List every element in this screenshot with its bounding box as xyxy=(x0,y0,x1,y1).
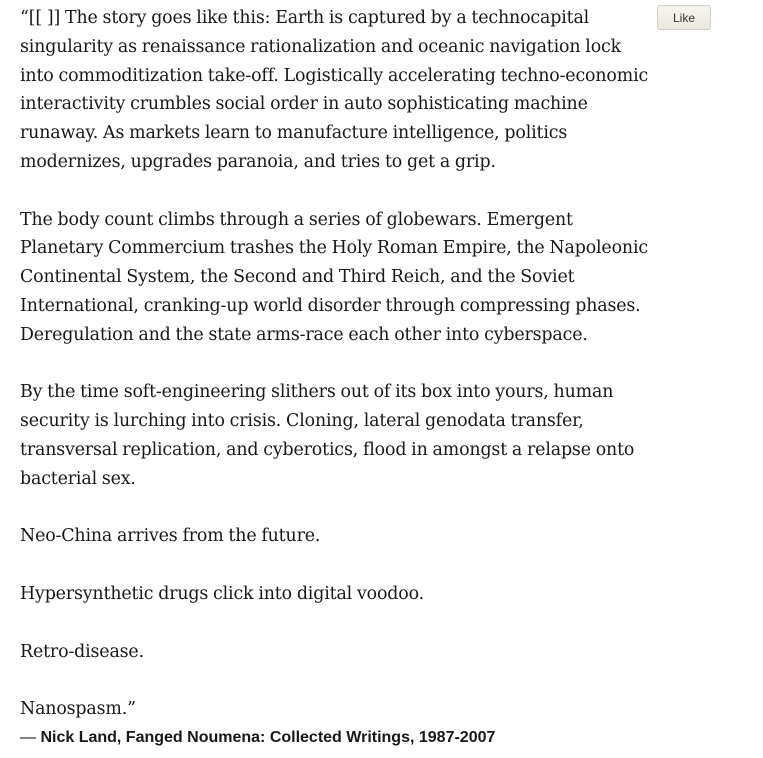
quote-paragraph-3: By the time soft-engineering slithers out of its box into yours, human security is lurching into crisis. Cloning, lateral genodata transfer, transversal replication, and cyberotics, flood in amongst a relapse onto bacterial sex. xyxy=(20,382,635,489)
quote-text xyxy=(20,4,650,724)
author-work-link[interactable]: Nick Land, Fanged Noumena: Collected Writings, 1987-2007 xyxy=(40,728,496,746)
attribution-dash: ― xyxy=(20,728,36,746)
quote-attribution xyxy=(20,728,650,748)
quote-paragraph-7: Nanospasm.” xyxy=(20,699,136,720)
like-button[interactable]: Like xyxy=(657,5,711,30)
quote-paragraph-4: Neo-China arrives from the future. xyxy=(20,526,321,547)
quote-paragraph-5: Hypersynthetic drugs click into digital voodoo. xyxy=(20,583,424,604)
quote-paragraph-6: Retro-disease. xyxy=(20,641,144,662)
quote-paragraph-2: The body count climbs through a series of globewars. Emergent Planetary Commercium trashes the Holy Roman Empire, the Napoleonic Continental System, the Second and Third Reich, and the Soviet International, cranking-up world disorder through compressing phases. Deregulation and the state arms-race each other into cyberspace. xyxy=(20,209,648,345)
quote-paragraph-1: “[[ ]] The story goes like this: Earth is captured by a technocapital singularity as renaissance rationalization and oceanic navigation lock into commoditization take-off. Logistically accelerating techno-economic interactivity crumbles social order in auto sophisticating machine runaway. As markets learn to manufacture intelligence, politics modernizes, upgrades paranoia, and tries to get a grip. xyxy=(20,8,649,172)
quote-block xyxy=(20,4,650,748)
